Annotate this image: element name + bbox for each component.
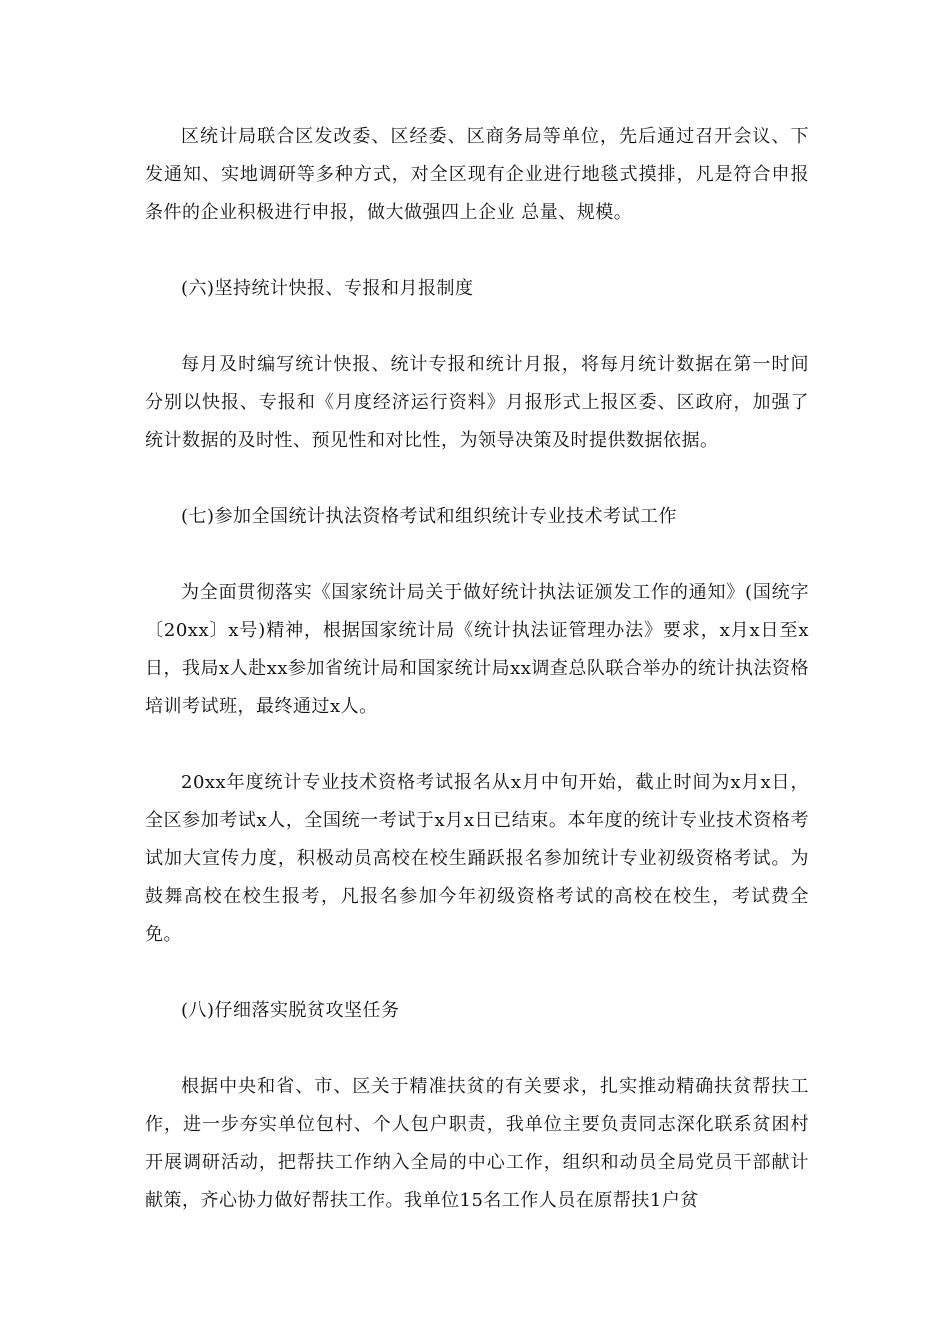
paragraph-enforcement-exam: 为全面贯彻落实《国家统计局关于做好统计执法证颁发工作的通知》(国统字〔20xx〕x号)精神，根据国家统计局《统计执法证管理办法》要求，x月x日至x日，我局x人赴xx参加省统计局和国家统计局xx调查总队联合举办的统计执法资格培训考试班，最终通过x人。 <box>145 582 809 717</box>
paragraph-gap <box>145 536 809 574</box>
paragraph-gap <box>145 954 809 992</box>
paragraph-gap <box>145 726 809 764</box>
paragraph-professional-exam: 20xx年度统计专业技术资格考试报名从x月中旬开始，截止时间为x月x日，全区参加考试x人，全国统一考试于x月x日已结束。本年度的统计专业技术资格考试加大宣传力度，积极动员高校在校生踊跃报名参加统计专业初级资格考试。为鼓舞高校在校生报考，凡报名参加今年初级资格考试的高校在校生，考试费全免。 <box>145 772 809 945</box>
paragraph-monthly-reports: 每月及时编写统计快报、统计专报和统计月报，将每月统计数据在第一时间分别以快报、专报和《月度经济运行资料》月报形式上报区委、区政府，加强了统计数据的及时性、预见性和对比性，为领导决策及时提供数据依据。 <box>145 354 809 451</box>
paragraph-gap <box>145 1030 809 1068</box>
document-body <box>145 118 809 1220</box>
section-heading-8: (八)仔细落实脱贫攻坚任务 <box>181 1000 400 1021</box>
paragraph-gap <box>145 308 809 346</box>
paragraph-gap <box>145 460 809 498</box>
paragraph-poverty-alleviation: 根据中央和省、市、区关于精准扶贫的有关要求，扎实推动精确扶贫帮扶工作，进一步夯实单位包村、个人包户职责，我单位主要负责同志深化联系贫困村开展调研活动，把帮扶工作纳入全局的中心工作，组织和动员全局党员干部献计献策，齐心协力做好帮扶工作。我单位15名工作人员在原帮扶1户贫 <box>145 1076 809 1211</box>
paragraph-gap <box>145 232 809 270</box>
section-heading-6: (六)坚持统计快报、专报和月报制度 <box>181 278 474 299</box>
paragraph-enterprise-survey: 区统计局联合区发改委、区经委、区商务局等单位，先后通过召开会议、下发通知、实地调研等多种方式，对全区现有企业进行地毯式摸排，凡是符合申报条件的企业积极进行申报，做大做强四上企业 总量、规模。 <box>145 126 809 223</box>
section-heading-7: (七)参加全国统计执法资格考试和组织统计专业技术考试工作 <box>181 506 678 527</box>
